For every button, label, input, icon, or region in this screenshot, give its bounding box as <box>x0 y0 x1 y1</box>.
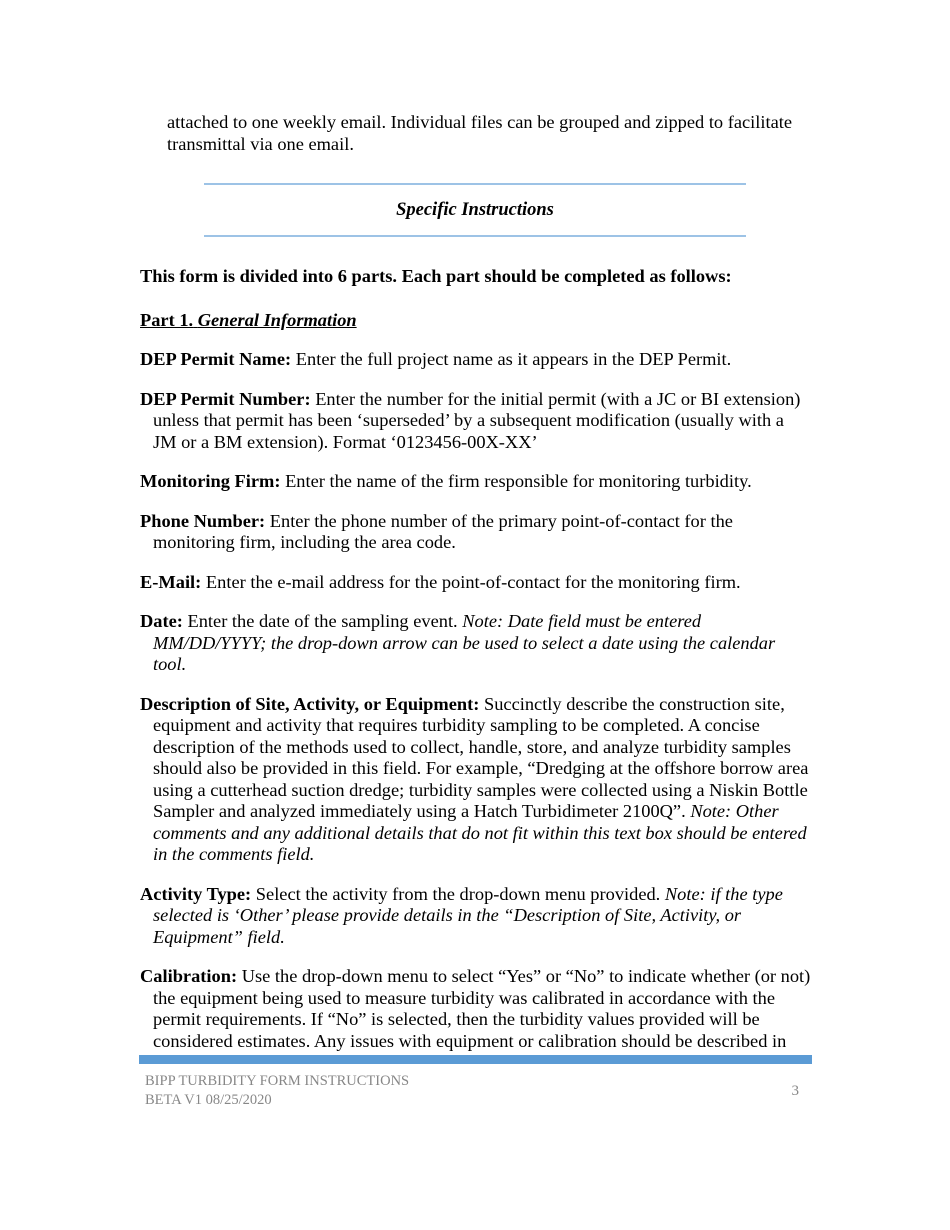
footer-accent-bar <box>139 1055 812 1064</box>
field-text: Enter the phone number of the primary point-of-contact for the monitoring firm, including the area code. <box>153 510 733 552</box>
field-text: Succinctly describe the construction site, equipment and activity that requires turbidity sampling to be completed. A concise description of the methods used to collect, handle, store, and analyze turbidity samples should also be provided in this field. For example, “Dredging at the offshore borrow area using a cutterhead suction dredge; turbidity samples were collected using a Niskin Bottle Sampler and analyzed immediately using a Hatch Turbidimeter 2100Q”. <box>153 693 809 821</box>
field-label: Phone Number: <box>140 510 266 531</box>
field-description-of-site <box>140 694 812 866</box>
field-label: DEP Permit Name: <box>140 349 292 369</box>
footer-line2: BETA V1 08/25/2020 <box>145 1092 272 1108</box>
field-label: Monitoring Firm: <box>140 471 281 491</box>
overview-paragraph: This form is divided into 6 parts. Each part should be completed as follows: <box>140 266 732 286</box>
field-note: Note: if the type selected is ‘Other’ please provide details in the “Description of Site, Activity, or Equipment” field. <box>153 883 783 947</box>
part1-heading-underline <box>140 310 357 330</box>
field-text: Enter the name of the firm responsible for monitoring turbidity. <box>285 471 752 491</box>
field-label: DEP Permit Number: <box>140 388 311 409</box>
intro-paragraph: attached to one weekly email. Individual files can be grouped and zipped to facilitate transmittal via one email. <box>167 112 793 154</box>
part1-heading <box>140 310 812 332</box>
field-monitoring-firm <box>140 471 812 493</box>
field-date <box>140 611 812 676</box>
field-calibration <box>140 966 812 1052</box>
field-phone-number <box>140 511 812 554</box>
field-note: Note: Other comments and any additional details that do not fit within this text box should be entered in the comments field. <box>153 801 807 864</box>
part1-prefix: Part 1. <box>140 309 194 330</box>
footer-document-title <box>145 1072 409 1110</box>
page-footer <box>145 1072 812 1110</box>
field-text: Enter the full project name as it appears in the DEP Permit. <box>295 349 732 369</box>
part1-title: General Information <box>197 309 357 330</box>
field-text: Select the activity from the drop-down menu provided. <box>255 883 661 904</box>
field-activity-type <box>140 884 812 949</box>
footer-line1: BIPP TURBIDITY FORM INSTRUCTIONS <box>145 1073 410 1089</box>
field-text: Enter the e-mail address for the point-of-contact for the monitoring firm. <box>205 571 741 592</box>
field-label: E-Mail: <box>140 571 202 592</box>
field-text: Enter the number for the initial permit (with a JC or BI extension) unless that permit has been ‘superseded’ by a subsequent modification (usually with a JM or a BM extension). Format ‘0123456-00X-XX’ <box>153 388 801 452</box>
page-content <box>140 112 812 1052</box>
section-title: Specific Instructions <box>396 200 554 220</box>
field-note: Note: Date field must be entered MM/DD/YYYY; the drop-down arrow can be used to select a date using the calendar tool. <box>153 611 776 674</box>
field-email <box>140 572 812 594</box>
field-label: Activity Type: <box>140 883 252 904</box>
field-text: Enter the date of the sampling event. <box>187 611 458 631</box>
page-number: 3 <box>791 1082 799 1099</box>
field-text: Use the drop-down menu to select “Yes” or “No” to indicate whether (or not) the equipment being used to measure turbidity was calibrated in accordance with the permit requirements. If “No” is selected, then the turbidity values provided will be considered estimates. Any issues with equipment or calibration should be described in <box>153 966 811 1051</box>
field-dep-permit-number <box>140 389 812 454</box>
field-label: Date: <box>140 611 183 631</box>
section-title-block <box>204 183 746 237</box>
field-label: Description of Site, Activity, or Equipment: <box>140 693 480 714</box>
field-dep-permit-name <box>140 349 812 371</box>
field-label: Calibration: <box>140 966 238 986</box>
